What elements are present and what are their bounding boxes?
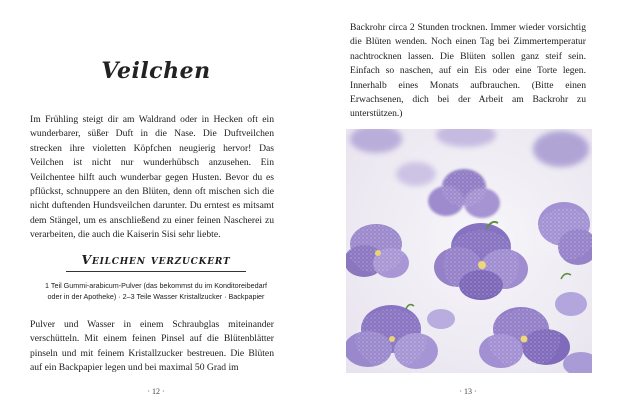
page-number-right: · 13 · — [459, 387, 477, 396]
intro-paragraph: Im Frühling steigt dir am Waldrand oder in Hecken oft ein wunderbarer, süßer Duft in die Nase. Die Duftveilchen strecken ihre violetten Köpfchen neugierig hervor! Das Veilchen ist nicht nur wunderhübsch anzusehen. Ein Veilchentee hilft auch wunderbar gegen Husten. Bevor du es pflückst, schnuppere an den Blüten, denn oft mischen sich die nicht duftenden Hundsveilchen darunter. Du erntest es mitsamt dem Stängel, um es anschließend zu einer feinen Nascherei zu verarbeiten, die auch die Kaiserin Sisi sehr liebte. — [30, 114, 274, 241]
page-title: Veilchen — [101, 58, 211, 84]
recipe-divider — [66, 271, 246, 272]
ingredients-list: 1 Teil Gummi-arabicum-Pulver (das bekommst du im Konditoreibedarf oder in der Apotheke) · 2–3 Teile Wasser Kristallzucker · Backpapier — [45, 281, 267, 301]
continued-paragraph: Backrohr circa 2 Stunden trocknen. Immer wieder vorsichtig die Blüten wenden. Noch einen Tag bei Zimmertemperatur nachtrocknen lassen. Die Blüten sollen ganz steif sein. Einfach so naschen, auf ein Eis oder eine Torte legen. Innerhalb eines Monats aufbrauchen. (Bitte einen Erwachsenen, dich bei der Arbeit am Backrohr zu unterstützen.) — [350, 22, 586, 120]
page-number-left: · 12 · — [147, 387, 165, 396]
method-paragraph: Pulver und Wasser in einem Schraubglas miteinander verschütteln. Mit einem feinen Pinsel auf die Blütenblätter pinseln und mit feinem Kristallzucker bestreuen. Die Blüten auf ein Backpapier legen und bei maximal 50 Grad im — [30, 319, 274, 374]
candied-violets-photo — [346, 129, 592, 373]
right-page — [312, 0, 624, 411]
recipe-title: Veilchen verzuckert — [81, 252, 231, 267]
candied-violets-illustration — [346, 129, 592, 373]
